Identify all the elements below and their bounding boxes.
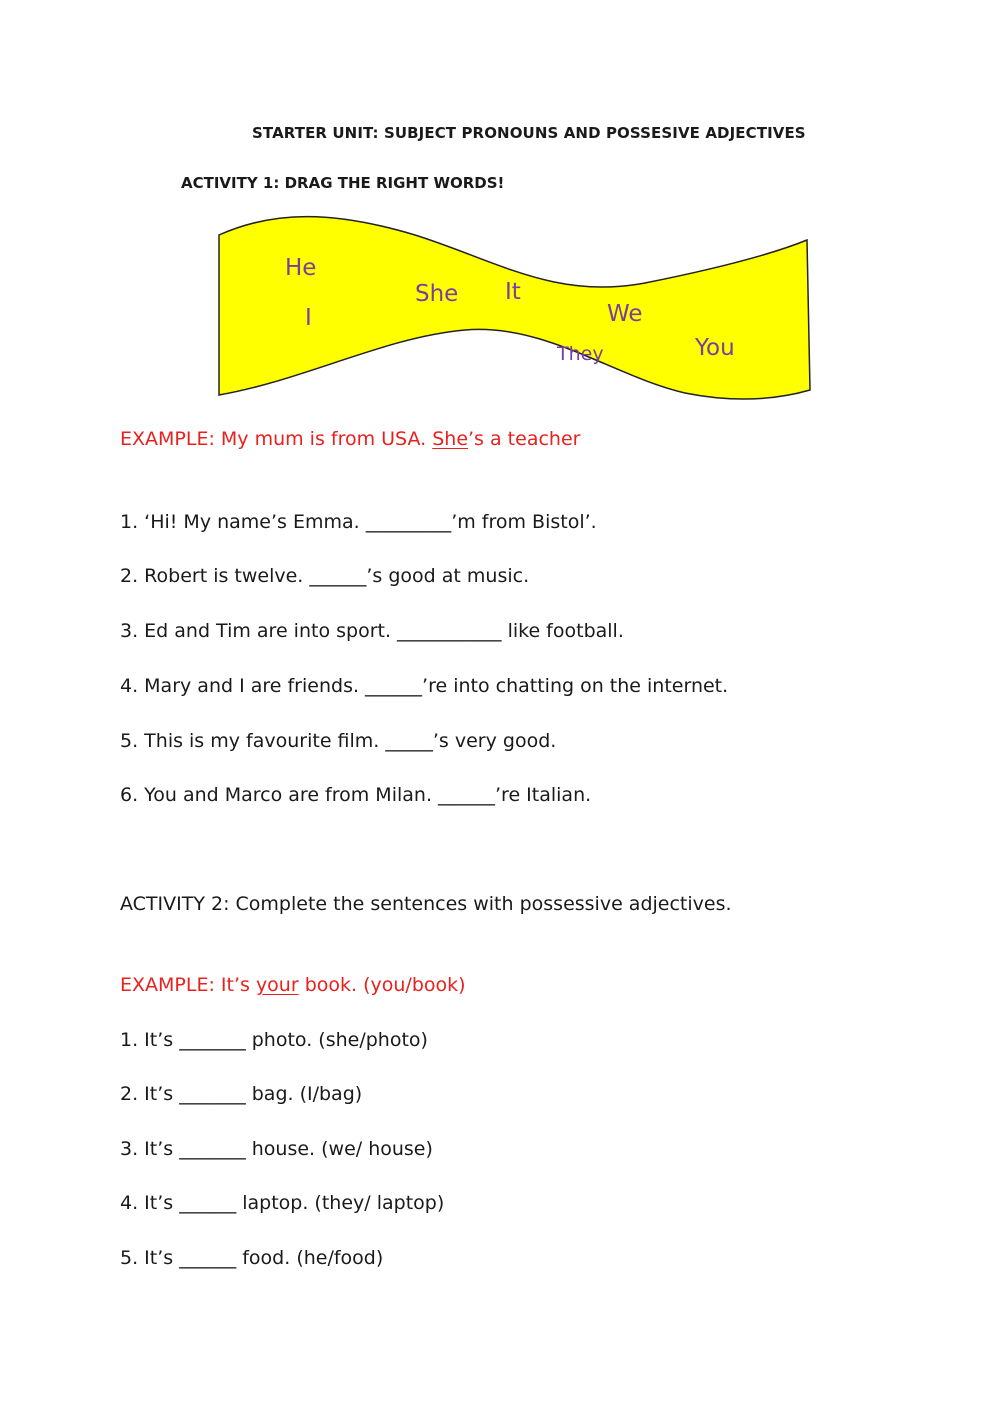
possessive-sentence-1[interactable]: 1. It’s _______ photo. (she/photo) xyxy=(120,1029,428,1051)
sentence-2[interactable]: 2. Robert is twelve. ______’s good at music. xyxy=(120,565,530,587)
word-chip-it[interactable]: It xyxy=(505,279,521,305)
sentence-6[interactable]: 6. You and Marco are from Milan. ______’re Italian. xyxy=(120,784,592,806)
activity2-example xyxy=(120,974,466,996)
example2-text-end: book. (you/book) xyxy=(298,974,466,996)
sentence-4[interactable]: 4. Mary and I are friends. ______’re into chatting on the internet. xyxy=(120,675,729,697)
possessive-sentence-2[interactable]: 2. It’s _______ bag. (I/bag) xyxy=(120,1083,363,1105)
possessive-sentence-4[interactable]: 4. It’s ______ laptop. (they/ laptop) xyxy=(120,1192,445,1214)
possessive-sentence-5[interactable]: 5. It’s ______ food. (he/food) xyxy=(120,1247,384,1269)
word-chip-we[interactable]: We xyxy=(607,301,643,327)
word-chip-you[interactable]: You xyxy=(695,335,735,361)
example-text-end: ’s a teacher xyxy=(468,428,581,450)
possessive-sentence-3[interactable]: 3. It’s _______ house. (we/ house) xyxy=(120,1138,433,1160)
example-answer: She xyxy=(432,428,469,450)
sentence-3[interactable]: 3. Ed and Tim are into sport. ___________ like football. xyxy=(120,620,624,642)
example2-text: EXAMPLE: It’s xyxy=(120,974,256,996)
sentence-1[interactable]: 1. ‘Hi! My name’s Emma. _________’m from Bistol’. xyxy=(120,511,597,533)
word-chip-they[interactable]: They xyxy=(557,343,604,365)
example-text: EXAMPLE: My mum is from USA. xyxy=(120,428,433,450)
word-bank-banner xyxy=(215,205,815,405)
word-chip-i[interactable]: I xyxy=(305,305,312,331)
sentence-5[interactable]: 5. This is my favourite film. _____’s very good. xyxy=(120,730,557,752)
worksheet-title: STARTER UNIT: SUBJECT PRONOUNS AND POSSESIVE ADJECTIVES xyxy=(252,124,806,142)
word-chip-he[interactable]: He xyxy=(285,255,317,281)
word-chip-she[interactable]: She xyxy=(415,281,459,307)
activity1-heading: ACTIVITY 1: DRAG THE RIGHT WORDS! xyxy=(181,174,505,192)
activity1-example xyxy=(120,428,580,450)
example2-answer: your xyxy=(255,974,299,996)
activity2-heading: ACTIVITY 2: Complete the sentences with possessive adjectives. xyxy=(120,893,732,915)
